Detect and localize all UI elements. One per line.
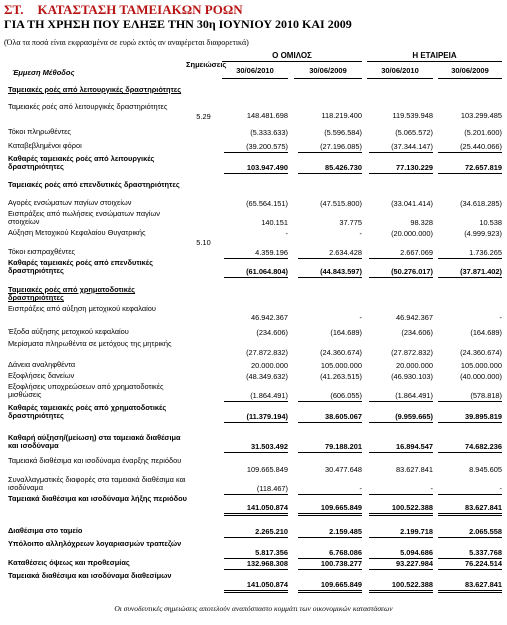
row-value: 141.050.874	[246, 580, 288, 589]
total-rule	[369, 452, 433, 453]
row-label: Ταμειακές ροές από επενδυτικές δραστηριότητες	[8, 180, 180, 189]
total-rule	[224, 537, 288, 538]
row-label: Ταμειακά διαθέσιμα και ισοδύναμα διαθεσίμων	[8, 571, 172, 580]
row-value: 31.503.492	[251, 442, 288, 451]
row-value: (164.689)	[470, 328, 502, 337]
row-label: Καθαρή αύξηση/(μείωση) στα ταμειακά διαθέσιμα και ισοδύναμα	[8, 433, 181, 451]
row-value: 77.130.229	[396, 163, 433, 172]
col-group-2010: 30/06/2010	[222, 66, 288, 79]
row-value: (20.000.000)	[391, 229, 433, 238]
row-value: (606.055)	[330, 391, 362, 400]
row-label: Καθαρές ταμειακές ροές από χρηματοδοτικές δραστηριότητες	[8, 403, 167, 421]
row-value: (5.201.600)	[464, 128, 502, 137]
row-value: (61.064.804)	[246, 267, 288, 276]
row-value: (39.200.575)	[246, 142, 288, 151]
total-rule	[224, 422, 288, 423]
row-value: 72.657.819	[465, 163, 502, 172]
col-company-2009: 30/06/2009	[438, 66, 502, 79]
total-rule	[369, 422, 433, 423]
row-value: 2.199.718	[400, 527, 433, 536]
total-rule	[224, 590, 288, 593]
row-value: -	[499, 313, 502, 322]
row-label: Εξοφλήσεις υποχρεώσεων από χρηματοδοτικές μισθώσεις	[8, 382, 164, 400]
row-value: 103.299.485	[460, 111, 502, 120]
total-rule	[224, 152, 288, 153]
row-note-ref: 5.10	[196, 238, 211, 247]
row-value: (11.379.194)	[246, 412, 288, 421]
row-value: (27.196.085)	[320, 142, 362, 151]
total-rule	[369, 513, 433, 516]
footer-note: Οι συνοδευτικές σημειώσεις αποτελούν αναπόσπαστο κομμάτι των οικονομικών καταστάσεων	[114, 604, 393, 613]
row-value: (1.864.491)	[395, 391, 433, 400]
total-rule	[438, 494, 502, 495]
row-value: (24.360.674)	[320, 348, 362, 357]
total-rule	[438, 152, 502, 153]
row-label: Εισπράξεις από πωλήσεις ενσώματων παγίων στοιχείων	[8, 209, 160, 227]
row-value: 79.188.201	[325, 442, 362, 451]
row-label: Αγορές ενσώματων παγίων στοιχείων	[8, 198, 132, 207]
total-rule	[369, 590, 433, 593]
total-rule	[438, 569, 502, 570]
row-label: Καθαρές ταμειακές ροές από λειτουργικές δραστηριότητες	[8, 154, 155, 172]
total-rule	[224, 494, 288, 495]
total-rule	[438, 513, 502, 516]
row-value: (27.872.832)	[246, 348, 288, 357]
row-label: Τόκοι πληρωθέντες	[8, 127, 71, 136]
row-value: 74.682.236	[465, 442, 502, 451]
row-label: Εξοφλήσεις δανείων	[8, 371, 75, 380]
total-rule	[298, 569, 362, 570]
row-value: (40.000.000)	[460, 372, 502, 381]
row-value: 4.359.196	[255, 248, 288, 257]
total-rule	[369, 173, 433, 174]
row-value: 5.817.356	[255, 548, 288, 557]
row-value: 46.942.367	[251, 313, 288, 322]
total-rule	[224, 277, 288, 278]
total-rule	[438, 277, 502, 278]
total-rule	[224, 258, 288, 259]
total-rule	[298, 258, 362, 259]
total-rule	[438, 422, 502, 423]
total-rule	[298, 452, 362, 453]
notes-header: Σημειώσεις	[186, 60, 227, 69]
row-value: 39.895.819	[465, 412, 502, 421]
col-company-2010: 30/06/2010	[367, 66, 433, 79]
total-rule	[369, 569, 433, 570]
total-rule	[298, 401, 362, 402]
total-rule	[224, 452, 288, 453]
row-label: Συναλλαγματικές διαφορές στα ταμειακά διαθέσιμα και ισοδύναμα	[8, 475, 186, 493]
row-value: -	[430, 484, 433, 493]
row-value: (1.864.491)	[250, 391, 288, 400]
col-group-2009: 30/06/2009	[294, 66, 362, 79]
row-label: Καθαρές ταμειακές ροές από επενδυτικές δραστηριότητες	[8, 258, 153, 276]
total-rule	[224, 401, 288, 402]
row-value: 1.736.265	[469, 248, 502, 257]
total-rule	[298, 152, 362, 153]
row-label: Μερίσματα πληρωθέντα σε μετόχους της μητρικής	[8, 339, 172, 348]
row-value: (9.959.665)	[395, 412, 433, 421]
total-rule	[438, 590, 502, 593]
row-value: 20.000.000	[396, 361, 433, 370]
row-value: 93.227.984	[396, 559, 433, 568]
row-label: Αύξηση Μετοχικού Κεφαλαίου Θυγατρικής	[8, 228, 146, 237]
row-label: Ταμειακές ροές από λειτουργικές δραστηριότητες	[8, 102, 168, 111]
total-rule	[369, 277, 433, 278]
total-rule	[298, 590, 362, 593]
total-rule	[224, 173, 288, 174]
row-value: (578.818)	[470, 391, 502, 400]
row-value: (41.263.515)	[320, 372, 362, 381]
row-value: 46.942.367	[396, 313, 433, 322]
row-value: -	[359, 484, 362, 493]
row-value: 83.627.841	[465, 503, 502, 512]
row-value: 83.627.841	[465, 580, 502, 589]
row-value: 2.667.069	[400, 248, 433, 257]
statement-title	[4, 2, 243, 18]
row-value: 119.539.948	[392, 111, 433, 120]
row-value: (37.871.402)	[460, 267, 502, 276]
row-value: (5.333.633)	[250, 128, 288, 137]
row-label: Ταμειακά διαθέσιμα και ισοδύναμα λήξης περιόδου	[8, 494, 187, 503]
row-value: (65.564.151)	[246, 199, 288, 208]
method-header: Έμμεση Μέθοδος	[12, 68, 75, 77]
group-header: Ο ΟΜΙΛΟΣ	[222, 50, 362, 62]
row-value: (164.689)	[330, 328, 362, 337]
row-value: (48.349.632)	[246, 372, 288, 381]
row-value: 132.968.308	[246, 559, 288, 568]
row-value: 10.538	[479, 218, 502, 227]
row-value: 5.094.686	[400, 548, 433, 557]
total-rule	[438, 537, 502, 538]
row-label: Ταμειακές ροές από χρηματοδοτικές δραστηριότητες	[8, 285, 136, 303]
row-value: 105.000.000	[460, 361, 502, 370]
row-value: 76.224.514	[465, 559, 502, 568]
row-value: (34.618.285)	[460, 199, 502, 208]
row-label: Δάνεια αναληφθέντα	[8, 360, 76, 369]
row-label: Τόκοι εισπραχθέντες	[8, 247, 76, 256]
row-label: Εισπράξεις από αύξηση μετοχικού κεφαλαίου	[8, 304, 156, 313]
total-rule	[438, 258, 502, 259]
row-value: 105.000.000	[320, 361, 362, 370]
total-rule	[298, 277, 362, 278]
row-value: (5.065.572)	[395, 128, 433, 137]
row-value: (118.467)	[256, 484, 288, 493]
row-value: (4.999.923)	[464, 229, 502, 238]
row-value: 141.050.874	[246, 503, 288, 512]
row-value: -	[285, 229, 288, 238]
row-value: 100.522.388	[391, 580, 433, 589]
total-rule	[438, 173, 502, 174]
row-value: (44.843.597)	[320, 267, 362, 276]
total-rule	[298, 494, 362, 495]
row-value: 2.634.428	[329, 248, 362, 257]
total-rule	[298, 422, 362, 423]
row-value: 20.000.000	[251, 361, 288, 370]
total-rule	[298, 513, 362, 516]
total-rule	[438, 401, 502, 402]
row-value: 6.768.086	[329, 548, 362, 557]
row-value: 2.265.210	[255, 527, 288, 536]
row-value: 2.065.558	[469, 527, 502, 536]
row-label: Καταβεβλημένοι φόροι	[8, 141, 82, 150]
currency-note: (Όλα τα ποσά είναι εκφρασμένα σε ευρώ εκτός αν αναφέρεται διαφορετικά)	[4, 38, 249, 47]
row-value: -	[499, 484, 502, 493]
total-rule	[369, 258, 433, 259]
row-value: 37.775	[339, 218, 362, 227]
total-rule	[298, 173, 362, 174]
total-rule	[224, 513, 288, 516]
row-label: Καταθέσεις όψεως και προθεσμίας	[8, 558, 130, 567]
row-value: 98.328	[410, 218, 433, 227]
row-value: 38.605.067	[325, 412, 362, 421]
row-value: 109.665.849	[246, 465, 288, 474]
row-note-ref: 5.29	[196, 112, 211, 121]
row-value: 118.219.400	[321, 111, 362, 120]
row-value: (27.872.832)	[391, 348, 433, 357]
row-value: (24.360.674)	[460, 348, 502, 357]
row-value: 148.481.698	[246, 111, 288, 120]
total-rule	[369, 537, 433, 538]
row-value: (37.344.147)	[391, 142, 433, 151]
row-value: 100.522.388	[391, 503, 433, 512]
company-header: Η ΕΤΑΙΡΕΙΑ	[367, 50, 502, 62]
row-label: Υπόλοιπο αλληλόχρεων λογαριασμών τραπεζών	[8, 539, 182, 548]
row-value: (234.606)	[256, 328, 288, 337]
total-rule	[369, 401, 433, 402]
row-value: 2.159.485	[329, 527, 362, 536]
row-value: 30.477.648	[325, 465, 362, 474]
row-value: 83.627.841	[396, 465, 433, 474]
row-value: 85.426.730	[325, 163, 362, 172]
row-value: (33.041.414)	[391, 199, 433, 208]
row-label: Έξοδα αύξησης μετοχικού κεφαλαίου	[8, 327, 129, 336]
total-rule	[298, 537, 362, 538]
row-value: 8.945.605	[469, 465, 502, 474]
row-value: -	[359, 313, 362, 322]
statement-number: ΣΤ.	[4, 2, 24, 17]
row-value: (5.596.584)	[324, 128, 362, 137]
row-value: 103.947.490	[246, 163, 288, 172]
total-rule	[438, 452, 502, 453]
row-label: Διαθέσιμα στο ταμείο	[8, 526, 83, 535]
row-label: Ταμειακές ροές από λειτουργικές δραστηριότητες	[8, 85, 182, 94]
row-value: (47.515.800)	[320, 199, 362, 208]
row-value: 109.665.849	[320, 503, 362, 512]
row-value: (46.930.103)	[391, 372, 433, 381]
row-value: 140.151	[261, 218, 288, 227]
row-value: 16.894.547	[396, 442, 433, 451]
total-rule	[369, 494, 433, 495]
row-value: -	[359, 229, 362, 238]
statement-subtitle: ΓΙΑ ΤΗ ΧΡΗΣΗ ΠΟΥ ΕΛΗΞΕ ΤΗΝ 30η ΙΟΥΝΙΟΥ 2010 ΚΑΙ 2009	[4, 17, 352, 31]
row-value: 100.738.277	[320, 559, 362, 568]
row-value: (25.440.066)	[460, 142, 502, 151]
statement-title-text: ΚΑΤΑΣΤΑΣΗ ΤΑΜΕΙΑΚΩΝ ΡΟΩΝ	[37, 2, 243, 17]
total-rule	[369, 152, 433, 153]
row-value: (50.276.017)	[391, 267, 433, 276]
row-value: 109.665.849	[320, 580, 362, 589]
row-label: Ταμειακά διαθέσιμα και ισοδύναμα έναρξης περιόδου	[8, 456, 182, 465]
row-value: 5.337.768	[469, 548, 502, 557]
total-rule	[224, 569, 288, 570]
row-value: (234.606)	[401, 328, 433, 337]
